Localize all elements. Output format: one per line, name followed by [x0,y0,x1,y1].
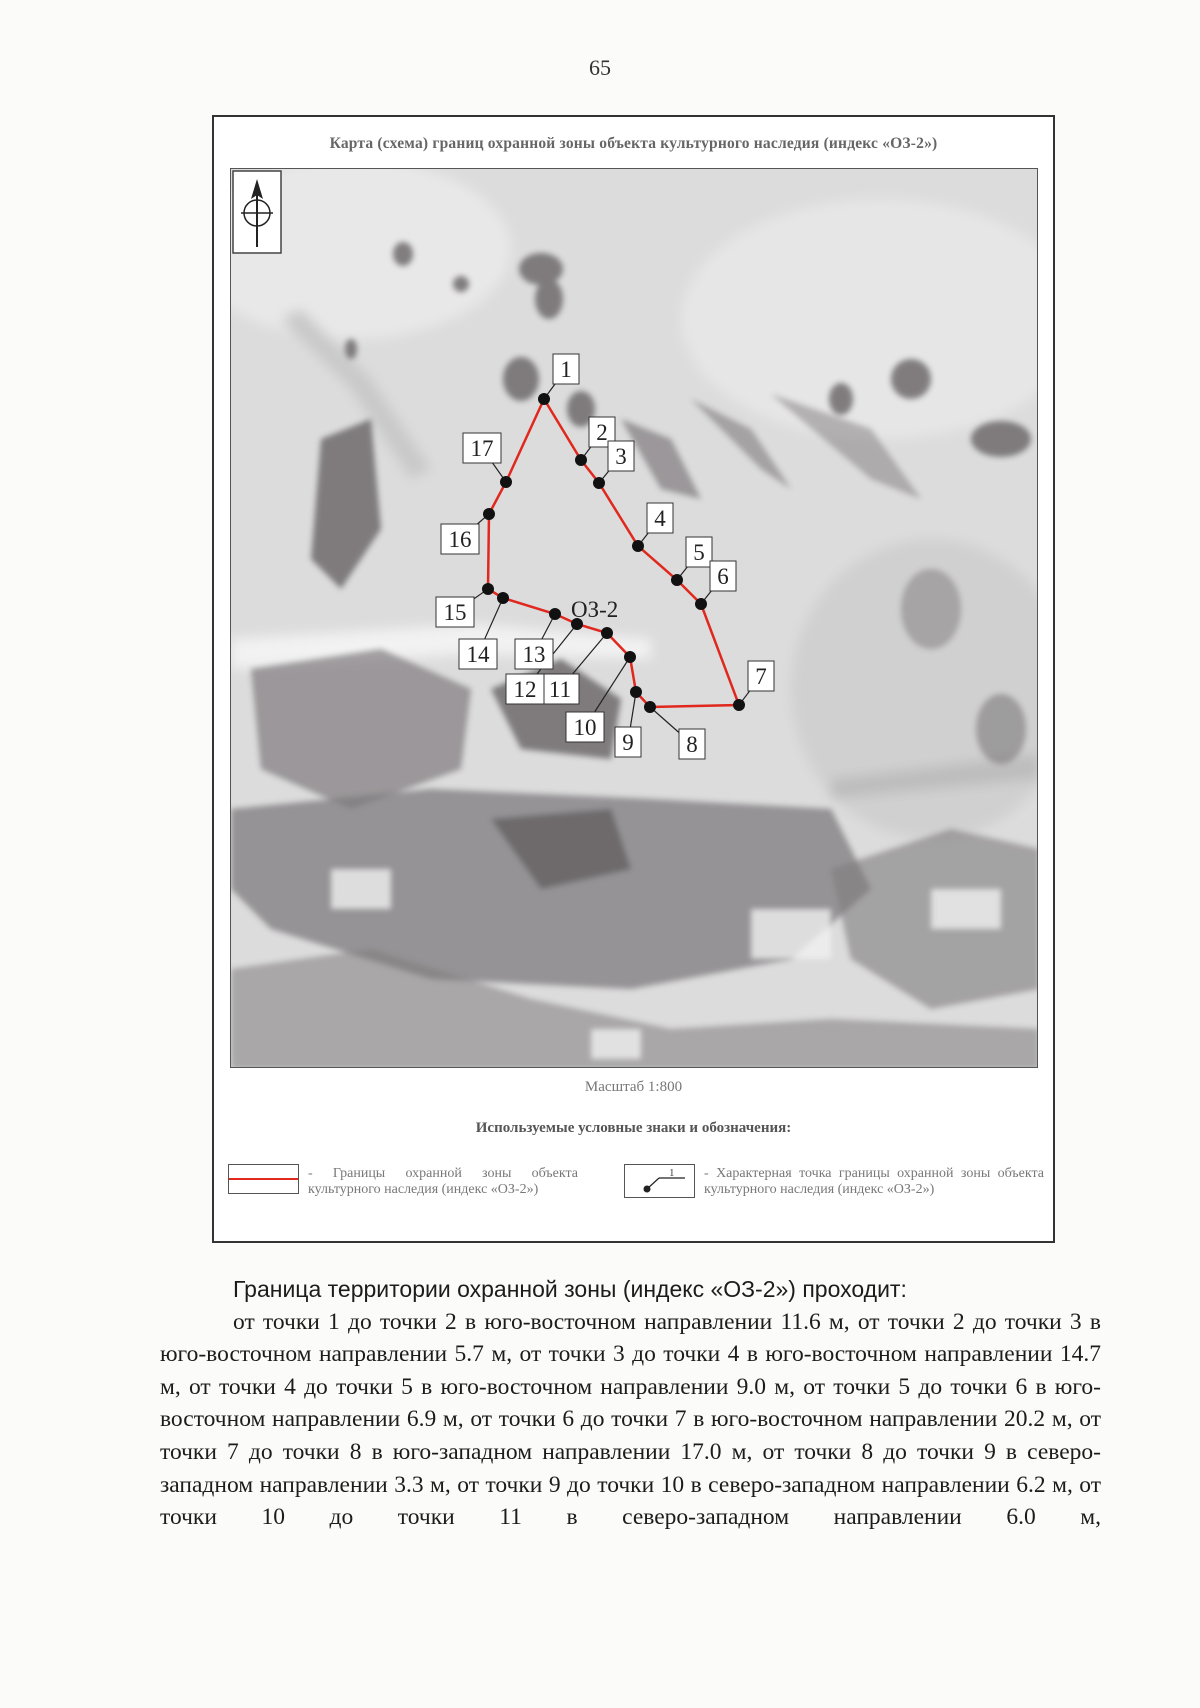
north-arrow-icon [233,171,281,253]
map-title: Карта (схема) границ охранной зоны объекта культурного наследия (индекс «ОЗ-2») [329,135,938,152]
point-dot [733,699,745,711]
point-dot [644,701,656,713]
page-number: 65 [589,55,611,80]
point-label: 14 [466,642,490,667]
point-label: 13 [522,642,546,667]
point-dot [671,574,683,586]
point-label: 1 [560,357,572,382]
point-dot [630,686,642,698]
legend-boundary-text: - Границы охранной зоны объекта культурного наследия (индекс «ОЗ-2») [308,1166,578,1197]
point-dot [695,598,707,610]
point-label: 10 [573,715,597,740]
point-label: 8 [686,732,698,757]
point-dot [482,583,494,595]
point-label: 5 [693,540,705,565]
point-sample-icon [625,1165,693,1196]
point-dot [624,651,636,663]
scale-label: Масштаб 1:800 [584,1079,683,1095]
point-label: 6 [717,564,729,589]
text-heading: Граница территории охранной зоны (индекс «ОЗ-2») проходит: [233,1276,907,1302]
point-sample-label: 1 [669,1167,675,1179]
point-dot [500,476,512,488]
point-dot [483,508,495,520]
legend-point-swatch [624,1164,695,1198]
legend-title: Используемые условные знаки и обозначения: [475,1120,792,1136]
point-label: 7 [755,664,767,689]
map-figure [212,115,1055,1243]
point-dot [538,393,550,405]
point-dot [601,627,613,639]
legend-boundary-swatch [228,1164,299,1194]
point-dot [497,592,509,604]
point-label: 16 [448,527,472,552]
text-paragraph: от точки 1 до точки 2 в юго-восточном направлении 11.6 м, от точки 2 до точки 3 в юго-восточном направлении 5.7 м, от точки 3 до точки 4 в юго-восточном направлении 14.7 м, от точки 4 до точки 5 в юго-восточном направлении 9.0 м, от точки 5 до точки 6 в юго-восточном направлении 6.9 м, от точки 6 до точки 7 в юго-восточном направлении 20.2 м, от точки 7 до точки 8 в юго-западном направлении 17.0 м, от точки 8 до точки 9 в северо-западном направлении 3.3 м, от точки 9 до точки 10 в северо-западном направлении 6.2 м, от точки 10 до точки 11 в северо-западном направлении 6.0 м, [160,1308,1101,1531]
body-text [160,1273,1101,1534]
legend-point-text: - Характерная точка границы охранной зоны объекта культурного наследия (индекс «ОЗ-2») [704,1166,1044,1197]
point-dot [593,477,605,489]
point-label: 17 [470,436,494,461]
boundary-line-sample [229,1178,298,1180]
point-dot [575,454,587,466]
point-label: 3 [615,444,627,469]
map-canvas [231,169,1038,1068]
point-dot [549,608,561,620]
point-label: 4 [654,506,666,531]
zone-label: ОЗ-2 [571,597,619,622]
point-label: 11 [548,677,572,702]
point-label: 15 [443,600,467,625]
point-label: 2 [596,420,608,445]
point-dot [632,540,644,552]
point-label: 9 [622,730,634,755]
point-label: 12 [513,677,537,702]
aerial-map [230,168,1038,1068]
